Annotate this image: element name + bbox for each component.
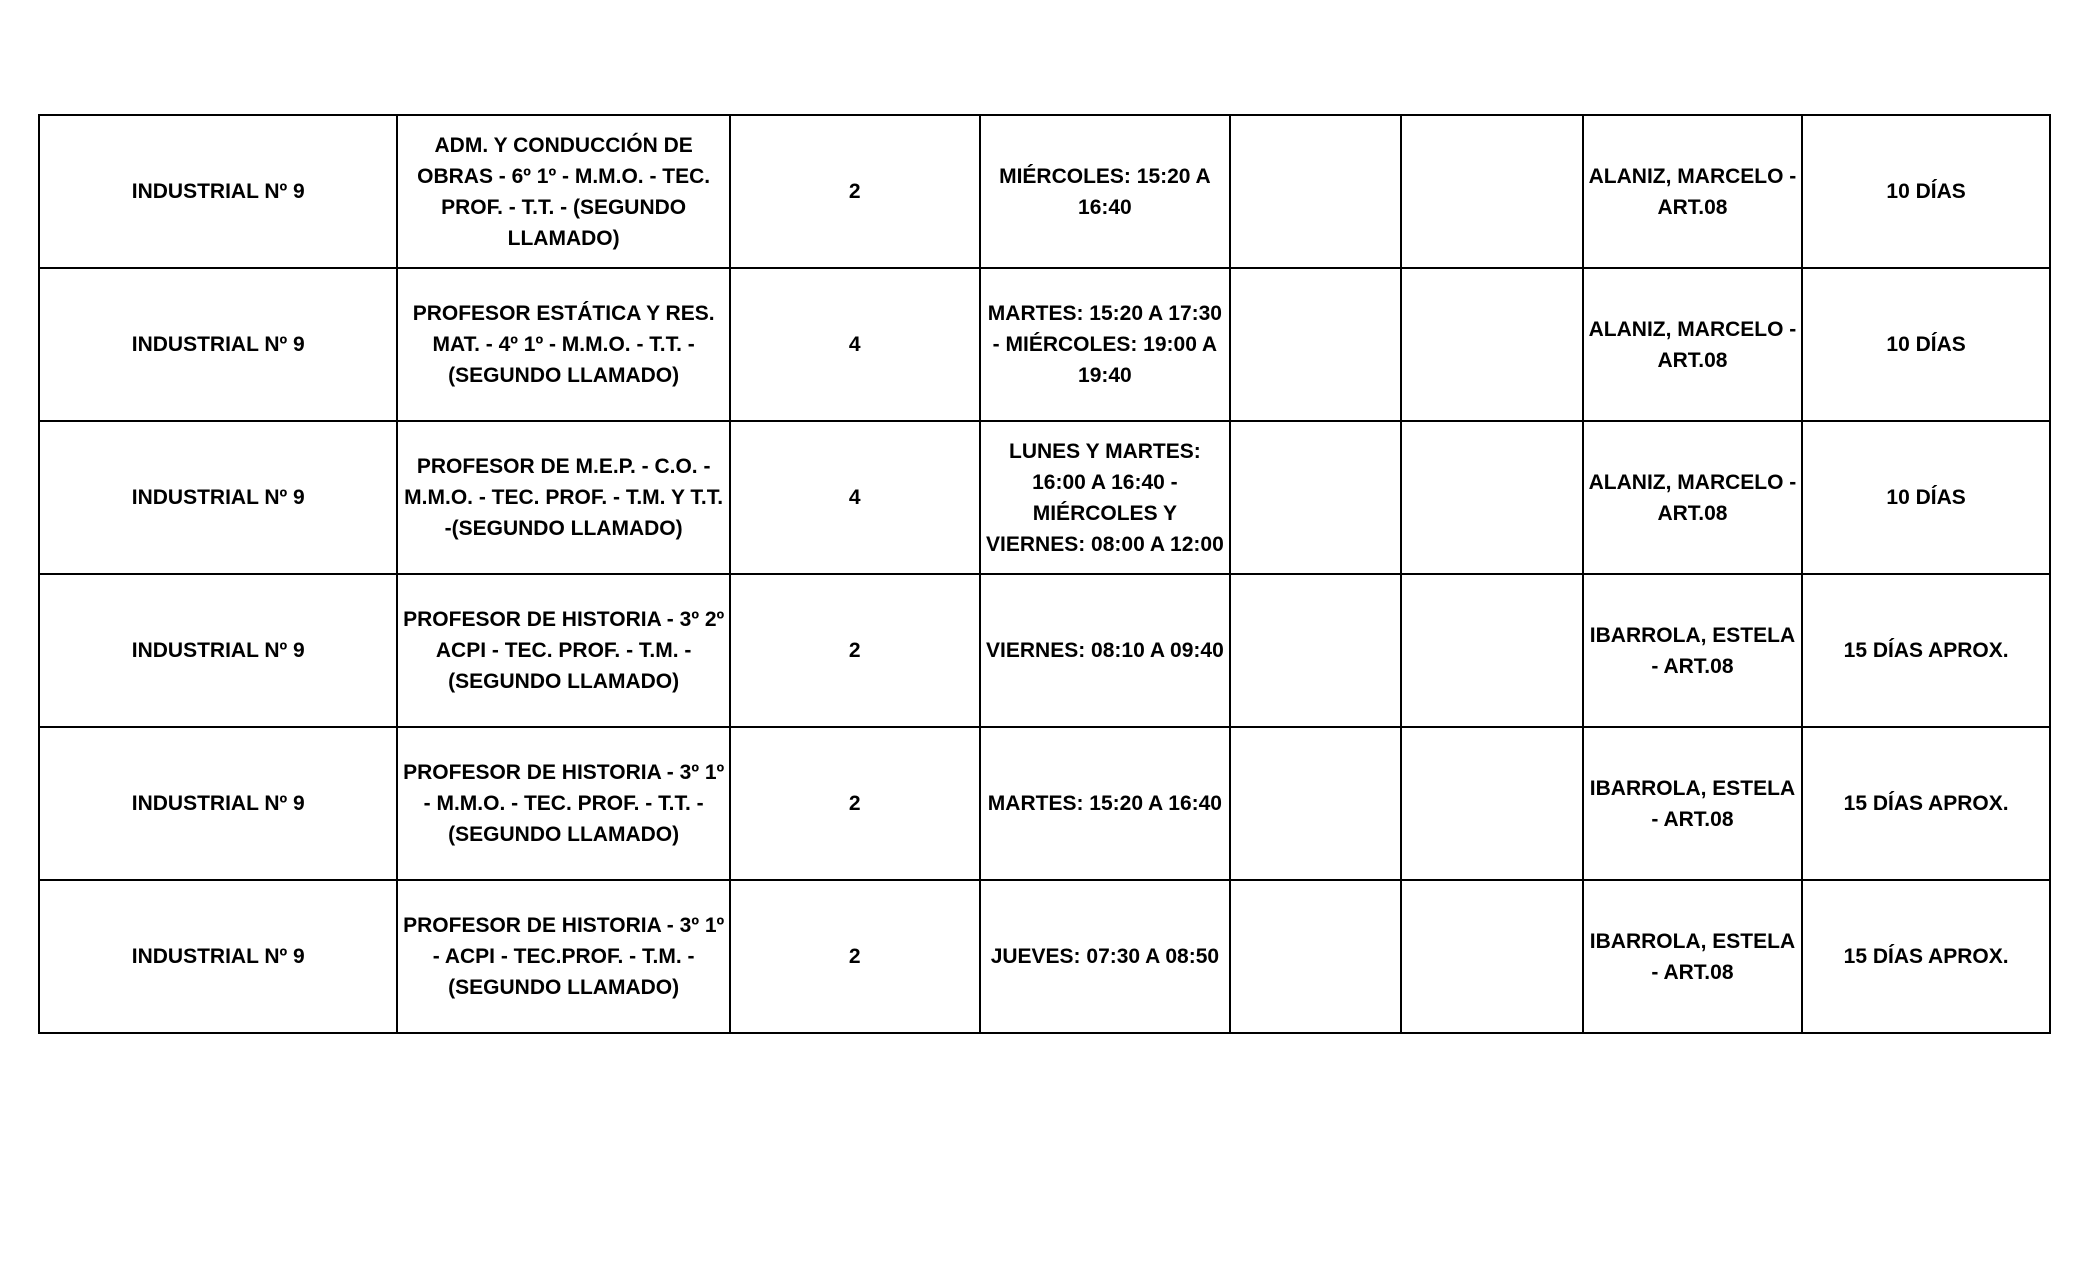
hours-cell: 2: [730, 727, 980, 880]
position-cell: PROFESOR ESTÁTICA Y RES. MAT. - 4º 1º - M.M.O. - T.T. - (SEGUNDO LLAMADO): [397, 268, 729, 421]
vacancies-table: [38, 114, 2051, 1034]
empty-cell-2: [1401, 115, 1582, 268]
table-row: [39, 421, 2050, 574]
schedule-cell: MARTES: 15:20 A 17:30 - MIÉRCOLES: 19:00 A 19:40: [980, 268, 1231, 421]
empty-cell-1: [1230, 115, 1401, 268]
empty-cell-2: [1401, 268, 1582, 421]
replaced-teacher-cell: ALANIZ, MARCELO - ART.08: [1583, 115, 1803, 268]
empty-cell-1: [1230, 421, 1401, 574]
duration-cell: 10 DÍAS: [1802, 421, 2050, 574]
hours-cell: 2: [730, 574, 980, 727]
empty-cell-2: [1401, 727, 1582, 880]
position-cell: PROFESOR DE HISTORIA - 3º 2º ACPI - TEC. PROF. - T.M. - (SEGUNDO LLAMADO): [397, 574, 729, 727]
schedule-cell: LUNES Y MARTES: 16:00 A 16:40 - MIÉRCOLES Y VIERNES: 08:00 A 12:00: [980, 421, 1231, 574]
replaced-teacher-cell: ALANIZ, MARCELO - ART.08: [1583, 421, 1803, 574]
schedule-cell: MIÉRCOLES: 15:20 A 16:40: [980, 115, 1231, 268]
school-cell: INDUSTRIAL Nº 9: [39, 268, 397, 421]
schedule-cell: VIERNES: 08:10 A 09:40: [980, 574, 1231, 727]
duration-cell: 15 DÍAS APROX.: [1802, 574, 2050, 727]
replaced-teacher-cell: IBARROLA, ESTELA - ART.08: [1583, 574, 1803, 727]
hours-cell: 2: [730, 880, 980, 1033]
position-cell: PROFESOR DE HISTORIA - 3º 1º - M.M.O. - TEC. PROF. - T.T. - (SEGUNDO LLAMADO): [397, 727, 729, 880]
position-cell: PROFESOR DE M.E.P. - C.O. - M.M.O. - TEC. PROF. - T.M. Y T.T. -(SEGUNDO LLAMADO): [397, 421, 729, 574]
duration-cell: 10 DÍAS: [1802, 115, 2050, 268]
empty-cell-1: [1230, 727, 1401, 880]
replaced-teacher-cell: IBARROLA, ESTELA - ART.08: [1583, 880, 1803, 1033]
replaced-teacher-cell: ALANIZ, MARCELO - ART.08: [1583, 268, 1803, 421]
hours-cell: 4: [730, 268, 980, 421]
empty-cell-1: [1230, 880, 1401, 1033]
duration-cell: 10 DÍAS: [1802, 268, 2050, 421]
table-row: [39, 115, 2050, 268]
replaced-teacher-cell: IBARROLA, ESTELA - ART.08: [1583, 727, 1803, 880]
position-cell: PROFESOR DE HISTORIA - 3º 1º - ACPI - TEC.PROF. - T.M. - (SEGUNDO LLAMADO): [397, 880, 729, 1033]
schedule-cell: JUEVES: 07:30 A 08:50: [980, 880, 1231, 1033]
empty-cell-1: [1230, 268, 1401, 421]
empty-cell-1: [1230, 574, 1401, 727]
school-cell: INDUSTRIAL Nº 9: [39, 727, 397, 880]
schedule-cell: MARTES: 15:20 A 16:40: [980, 727, 1231, 880]
school-cell: INDUSTRIAL Nº 9: [39, 421, 397, 574]
school-cell: INDUSTRIAL Nº 9: [39, 574, 397, 727]
hours-cell: 2: [730, 115, 980, 268]
table-row: [39, 727, 2050, 880]
empty-cell-2: [1401, 880, 1582, 1033]
school-cell: INDUSTRIAL Nº 9: [39, 115, 397, 268]
duration-cell: 15 DÍAS APROX.: [1802, 880, 2050, 1033]
empty-cell-2: [1401, 574, 1582, 727]
table-row: [39, 268, 2050, 421]
school-cell: INDUSTRIAL Nº 9: [39, 880, 397, 1033]
duration-cell: 15 DÍAS APROX.: [1802, 727, 2050, 880]
table-row: [39, 574, 2050, 727]
table-row: [39, 880, 2050, 1033]
empty-cell-2: [1401, 421, 1582, 574]
position-cell: ADM. Y CONDUCCIÓN DE OBRAS - 6º 1º - M.M.O. - TEC. PROF. - T.T. - (SEGUNDO LLAMADO): [397, 115, 729, 268]
hours-cell: 4: [730, 421, 980, 574]
